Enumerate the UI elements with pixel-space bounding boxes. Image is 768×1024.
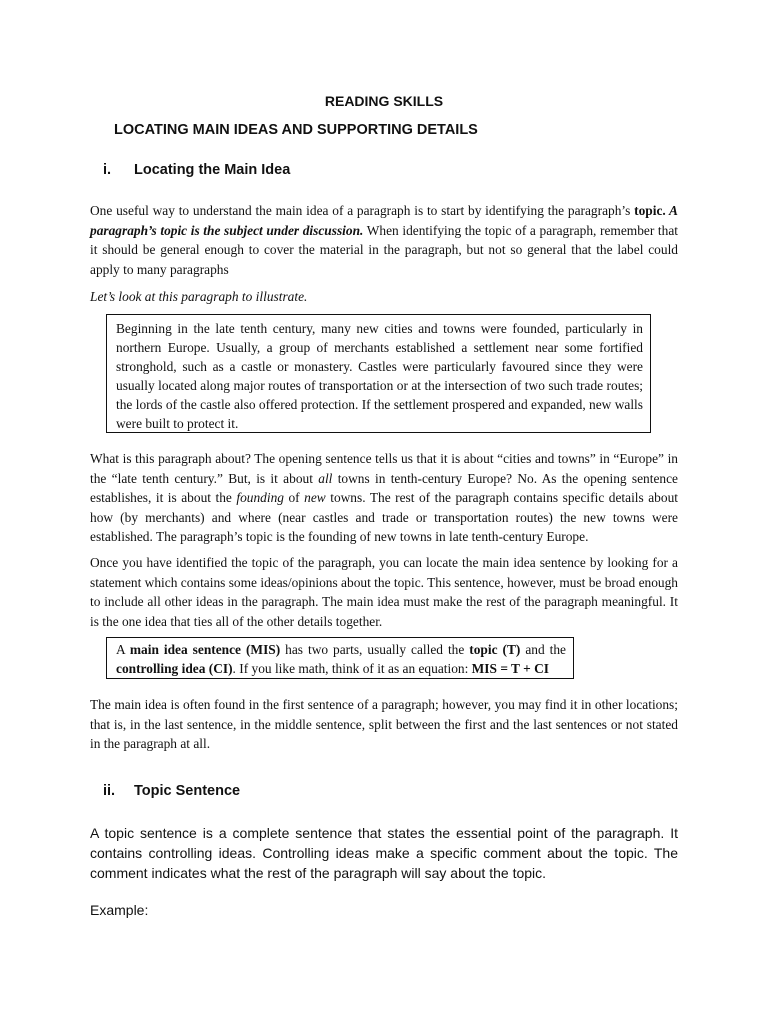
lets-look-line: [90, 287, 678, 307]
italic-run: all: [318, 470, 333, 486]
mis-definition-box: [106, 637, 574, 679]
italic-run: founding: [236, 490, 284, 506]
bold-italic-run: A paragraph’s topic is the subject under discussion.: [90, 203, 678, 238]
main-idea-location-paragraph: The main idea is often found in the first sentence of a paragraph; however, you may find it in other locations; that is, in the last sentence, in the middle sentence, split between the first and the last sentences or not stated in the paragraph at all.: [90, 697, 678, 752]
bold-run: controlling idea (CI): [116, 661, 233, 676]
locate-main-idea-paragraph: Once you have identified the topic of the paragraph, you can locate the main idea sentence by looking for a statement which contains some ideas/opinions about the topic. This sentence, however, must be broad enough to include all other ideas in the paragraph. The main idea must make the rest of the paragraph meaningful. It is the one idea that ties all of the other details together.: [90, 555, 678, 629]
document-subtitle: LOCATING MAIN IDEAS AND SUPPORTING DETAILS: [114, 122, 478, 138]
section-number: i.: [103, 162, 112, 178]
text-run: towns. The rest of the paragraph contains specific details about how (by merchants) and where (near castles and trade or transportation routes) the new towns were established. The paragraph’s topic is the founding of new towns in late tenth-century Europe.: [90, 490, 678, 545]
example-label: Example:: [90, 902, 149, 918]
section-label: Locating the Main Idea: [134, 162, 291, 178]
document-title: READING SKILLS: [324, 93, 444, 109]
text-run: A: [116, 642, 130, 657]
text-run: has two parts, usually called the: [280, 642, 470, 657]
italic-run: new: [304, 490, 326, 506]
text-run: What is this paragraph about? The opening sentence tells us that it is about “cities and towns” in “Europe” in the “late tenth century.” But, is it about: [90, 451, 678, 486]
section-heading-topic-sentence: [103, 783, 240, 799]
bold-run: main idea sentence (MIS): [129, 642, 281, 657]
bold-run: topic (T): [469, 642, 521, 657]
text-run: . If you like math, think of it as an equation:: [232, 661, 472, 676]
text-run: One useful way to understand the main idea of a paragraph is to start by identifying the paragraph’s: [90, 203, 635, 218]
text-run: of: [283, 490, 305, 506]
intro-paragraph: [90, 201, 678, 279]
text-run: and the: [520, 642, 567, 657]
section-number: ii.: [103, 783, 116, 799]
analysis-paragraph: [90, 449, 678, 547]
section-label: Topic Sentence: [134, 783, 241, 799]
topic-sentence-paragraph: A topic sentence is a complete sentence that states the essential point of the paragraph. It contains controlling ideas. Controlling ideas make a specific comment about the topic. The comment indicates what the rest of the paragraph will say about the topic.: [90, 825, 678, 881]
example-paragraph-text: Beginning in the late tenth century, many new cities and towns were founded, particularly in northern Europe. Usually, a group of merchants established a settlement near some fortified stronghold, such as a castle or monastery. Castles were particularly favoured since they were usually located along major routes of transportation or at the intersection of two such trade routes; the lords of the castle also offered protection. If the settlement prospered and expanded, new walls were built to protect it.: [116, 321, 643, 431]
text-run: When identifying the topic of a paragraph, remember that it should be general enough to cover the material in the paragraph, but not so general that the label could apply to many paragraphs: [90, 222, 678, 277]
bold-run: topic.: [634, 203, 666, 218]
italic-run: Let’s look at this paragraph to illustrate.: [90, 289, 308, 304]
section-heading-main-idea: [103, 162, 290, 178]
text-run: towns in tenth-century Europe? No. As the opening sentence establishes, it is about the: [90, 470, 678, 506]
bold-run: MIS = T + CI: [471, 661, 549, 676]
example-paragraph-box: [106, 314, 651, 433]
